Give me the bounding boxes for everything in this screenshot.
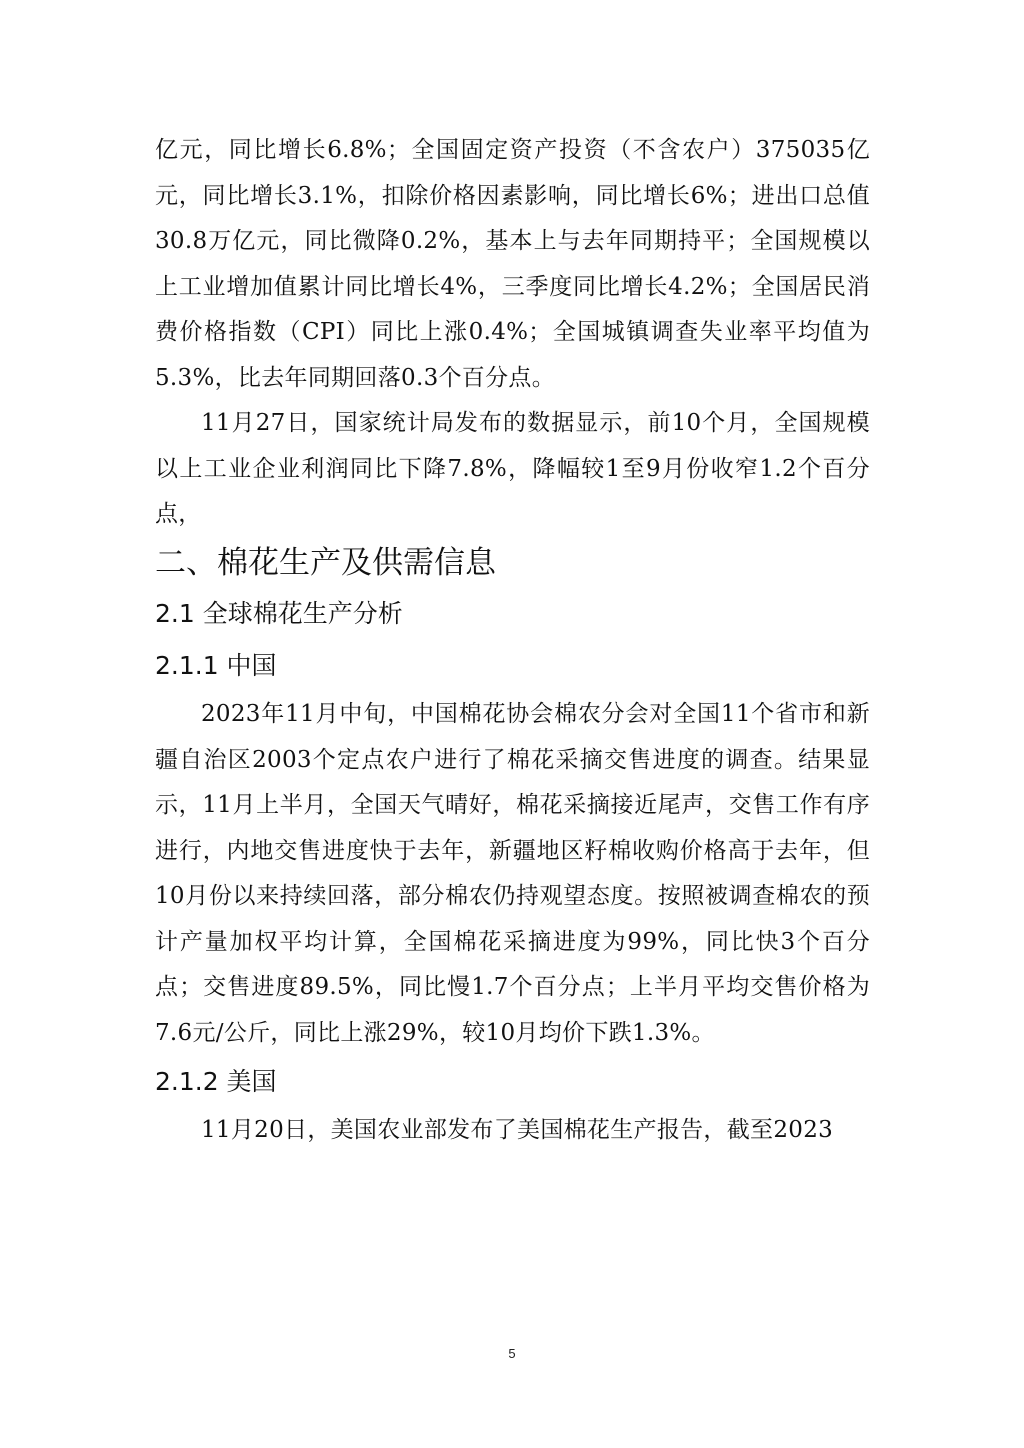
section-heading-cotton-supply: 二、棉花生产及供需信息 — [155, 545, 496, 581]
paragraph-macro-economy: 亿元，同比增长6.8%；全国固定资产投资（不含农户）375035亿元，同比增长3.1%，扣除价格因素影响，同比增长6%；进出口总值30.8万亿元，同比微降0.2%，基本上与去年同期持平；全国规模以上工业增加值累计同比增长4%，三季度同比增长4.2%；全国居民消费价格指数（CPI）同比上涨0.4%；全国城镇调查失业率平均值为5.3%，比去年同期回落0.3个百分点。 — [155, 137, 870, 391]
paragraph-usa-cotton: 11月20日，美国农业部发布了美国棉花生产报告，截至2023 — [201, 1117, 834, 1143]
paragraph-industrial-profit: 11月27日，国家统计局发布的数据显示，前10个月，全国规模以上工业企业利润同比下降7.8%，降幅较1至9月份收窄1.2个百分点， — [155, 410, 870, 527]
subsection-heading-usa: 2.1.2 美国 — [155, 1067, 277, 1096]
document-page — [155, 128, 870, 1154]
subsection-heading-china: 2.1.1 中国 — [155, 651, 277, 680]
page-number: 5 — [508, 1346, 516, 1361]
paragraph-china-cotton: 2023年11月中旬，中国棉花协会棉农分会对全国11个省市和新疆自治区2003个定点农户进行了棉花采摘交售进度的调查。结果显示，11月上半月，全国天气晴好，棉花采摘接近尾声，交售工作有序进行，内地交售进度快于去年，新疆地区籽棉收购价格高于去年，但10月份以来持续回落，部分棉农仍持观望态度。按照被调查棉农的预计产量加权平均计算，全国棉花采摘进度为99%，同比快3个百分点；交售进度89.5%，同比慢1.7个百分点；上半月平均交售价格为7.6元/公斤，同比上涨29%，较10月均价下跌1.3%。 — [155, 701, 870, 1046]
subsection-heading-global-production: 2.1 全球棉花生产分析 — [155, 599, 403, 628]
